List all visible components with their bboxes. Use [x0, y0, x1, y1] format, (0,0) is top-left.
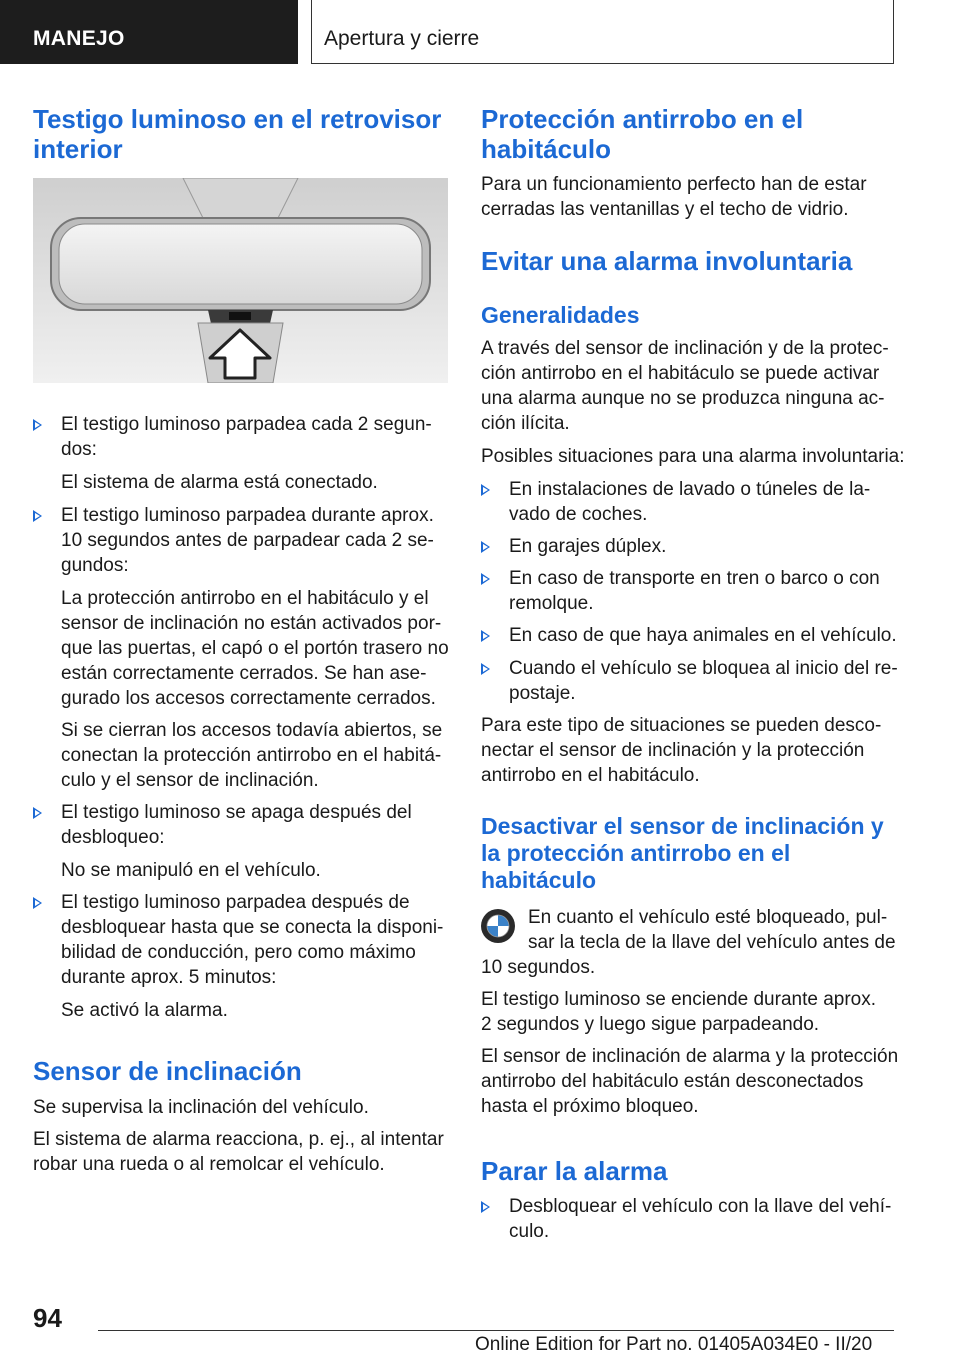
text-line: antirrobo del habitáculo están desconectados: [481, 1071, 864, 1092]
text-line: Se activó la alarma.: [61, 1000, 228, 1021]
list-item-detail: [61, 586, 449, 711]
bullet-marker: [481, 534, 501, 559]
heading-line: la protección antirrobo en el: [481, 840, 791, 866]
list-item-detail: [61, 998, 228, 1023]
section-label: MANEJO: [33, 27, 125, 50]
triangle-bullet-icon: [481, 541, 490, 553]
page-number: 94: [33, 1303, 62, 1333]
chapter-tab: [311, 0, 894, 64]
text-line: El testigo luminoso se apaga después del: [61, 802, 412, 823]
text-line: una alarma aunque no se produzca ninguna ac-: [481, 388, 885, 409]
bullet-marker: [33, 503, 53, 528]
text-line: culo y el sensor de inclinación.: [61, 770, 319, 791]
list-item: [61, 890, 443, 990]
bullet-marker: [33, 412, 53, 437]
text-line: 10 segundos antes de parpadear cada 2 se-: [61, 530, 434, 551]
list-item-detail: [61, 470, 378, 495]
paragraph: [481, 1044, 898, 1119]
text-line: El sensor de inclinación de alarma y la protección: [481, 1046, 899, 1067]
right-subheading-generalidades: Generalidades: [481, 302, 640, 328]
paragraph: [33, 1127, 444, 1177]
triangle-bullet-icon: [33, 419, 42, 431]
text-line: bilidad de conducción, pero como máximo: [61, 942, 416, 963]
triangle-bullet-icon: [481, 630, 490, 642]
paragraph: [481, 987, 876, 1037]
text-line: Cuando el vehículo se bloquea al inicio del re-: [509, 658, 898, 679]
left-heading-2: Sensor de inclinación: [33, 1056, 302, 1086]
triangle-bullet-icon: [33, 807, 42, 819]
text-line: ción antirrobo en el habitáculo se puede activar: [481, 363, 880, 384]
heading-line: interior: [33, 134, 123, 164]
bmw-key-button-icon: [480, 908, 516, 944]
text-line: vado de coches.: [509, 504, 648, 525]
text-line: El testigo luminoso parpadea cada 2 segun-: [61, 414, 432, 435]
text-line: Desbloquear el vehículo con la llave del vehí-: [509, 1196, 892, 1217]
bullet-marker: [481, 566, 501, 591]
edition-note: Online Edition for Part no. 01405A034E0 - II/20: [475, 1334, 873, 1355]
text-line: durante aprox. 5 minutos:: [61, 967, 277, 988]
triangle-bullet-icon: [481, 484, 490, 496]
list-item: [509, 656, 898, 706]
paragraph: [481, 172, 867, 222]
list-item: [61, 412, 432, 462]
text-line: nectar el sensor de inclinación y la protección: [481, 740, 865, 761]
text-line: conectan la protección antirrobo en el habitá-: [61, 745, 442, 766]
text-line: dos:: [61, 439, 97, 460]
text-line: El sistema de alarma está conectado.: [61, 472, 378, 493]
section-tab: [0, 0, 298, 64]
paragraph: 10 segundos.: [481, 957, 596, 978]
text-line: No se manipuló en el vehículo.: [61, 860, 321, 881]
bullet-marker: [481, 477, 501, 502]
list-item: En caso de que haya animales en el vehículo.: [509, 625, 897, 646]
paragraph: [481, 713, 881, 788]
list-item: [509, 477, 870, 527]
text-line: En cuanto el vehículo esté bloqueado, pul-: [528, 907, 888, 928]
heading-line: habitáculo: [481, 867, 597, 893]
text-line: 2 segundos y luego sigue parpadeando.: [481, 1014, 820, 1035]
rearview-mirror-illustration: [33, 178, 448, 383]
list-item: [509, 1194, 891, 1244]
text-line: desbloquear hasta que se conecta la disponi-: [61, 917, 444, 938]
chapter-label: Apertura y cierre: [324, 27, 480, 50]
text-line: La protección antirrobo en el habitáculo y el: [61, 588, 429, 609]
list-item: [509, 566, 880, 616]
text-line: desbloqueo:: [61, 827, 165, 848]
text-line: postaje.: [509, 683, 576, 704]
footer-divider: [98, 1330, 894, 1331]
text-line: cerradas las ventanillas y el techo de vidrio.: [481, 199, 849, 220]
text-line: En instalaciones de lavado o túneles de la-: [509, 479, 871, 500]
bullet-marker: [481, 1194, 501, 1219]
text-line: antirrobo en el habitáculo.: [481, 765, 700, 786]
text-line: El testigo luminoso se enciende durante aprox.: [481, 989, 877, 1010]
triangle-bullet-icon: [481, 1201, 490, 1213]
bullet-marker: [481, 623, 501, 648]
heading-line: Desactivar el sensor de inclinación y: [481, 813, 884, 839]
list-item: En garajes dúplex.: [509, 536, 667, 557]
rearview-mirror-figure: [33, 178, 448, 383]
right-heading-2: Evitar una alarma involuntaria: [481, 246, 853, 276]
paragraph: [481, 336, 889, 436]
text-line: Para este tipo de situaciones se pueden desco-: [481, 715, 882, 736]
text-line: El testigo luminoso parpadea después de: [61, 892, 410, 913]
right-subheading-desactivar: [481, 813, 884, 894]
text-line: El testigo luminoso parpadea durante aprox.: [61, 505, 434, 526]
paragraph: Se supervisa la inclinación del vehículo.: [33, 1097, 369, 1118]
list-item: [61, 800, 412, 850]
text-line: gundos:: [61, 555, 129, 576]
text-line: A través del sensor de inclinación y de la protec-: [481, 338, 889, 359]
triangle-bullet-icon: [481, 573, 490, 585]
right-heading-1: [481, 104, 803, 164]
list-item-detail: [61, 718, 442, 793]
triangle-bullet-icon: [33, 897, 42, 909]
text-line: están correctamente cerrados. Se han ase-: [61, 663, 427, 684]
text-line: En caso de transporte en tren o barco o con: [509, 568, 880, 589]
list-item-detail: [61, 858, 321, 883]
text-line: hasta el próximo bloqueo.: [481, 1096, 699, 1117]
bullet-marker: [481, 656, 501, 681]
text-line: Para un funcionamiento perfecto han de estar: [481, 174, 867, 195]
triangle-bullet-icon: [33, 510, 42, 522]
text-line: Si se cierran los accesos todavía abiertos, se: [61, 720, 443, 741]
bullet-marker: [33, 800, 53, 825]
heading-line: habitáculo: [481, 134, 612, 164]
list-item: [61, 503, 434, 578]
text-line: sar la tecla de la llave del vehículo antes de: [528, 932, 896, 953]
paragraph: Posibles situaciones para una alarma involuntaria:: [481, 446, 905, 467]
left-heading-1: [33, 104, 441, 164]
text-line: culo.: [509, 1221, 550, 1242]
text-line: robar una rueda o al remolcar el vehículo.: [33, 1154, 385, 1175]
heading-line: Testigo luminoso en el retrovisor: [33, 104, 442, 134]
text-line: sensor de inclinación no están activados por-: [61, 613, 442, 634]
triangle-bullet-icon: [481, 663, 490, 675]
heading-line: Protección antirrobo en el: [481, 104, 804, 134]
paragraph: [528, 905, 896, 955]
text-line: El sistema de alarma reacciona, p. ej., al intentar: [33, 1129, 444, 1150]
text-line: gurado los accesos correctamente cerrados.: [61, 688, 436, 709]
text-line: ción ilícita.: [481, 413, 570, 434]
text-line: que las puertas, el capó o el portón trasero no: [61, 638, 449, 659]
bullet-marker: [33, 890, 53, 915]
text-line: remolque.: [509, 593, 594, 614]
right-heading-3: Parar la alarma: [481, 1156, 668, 1186]
